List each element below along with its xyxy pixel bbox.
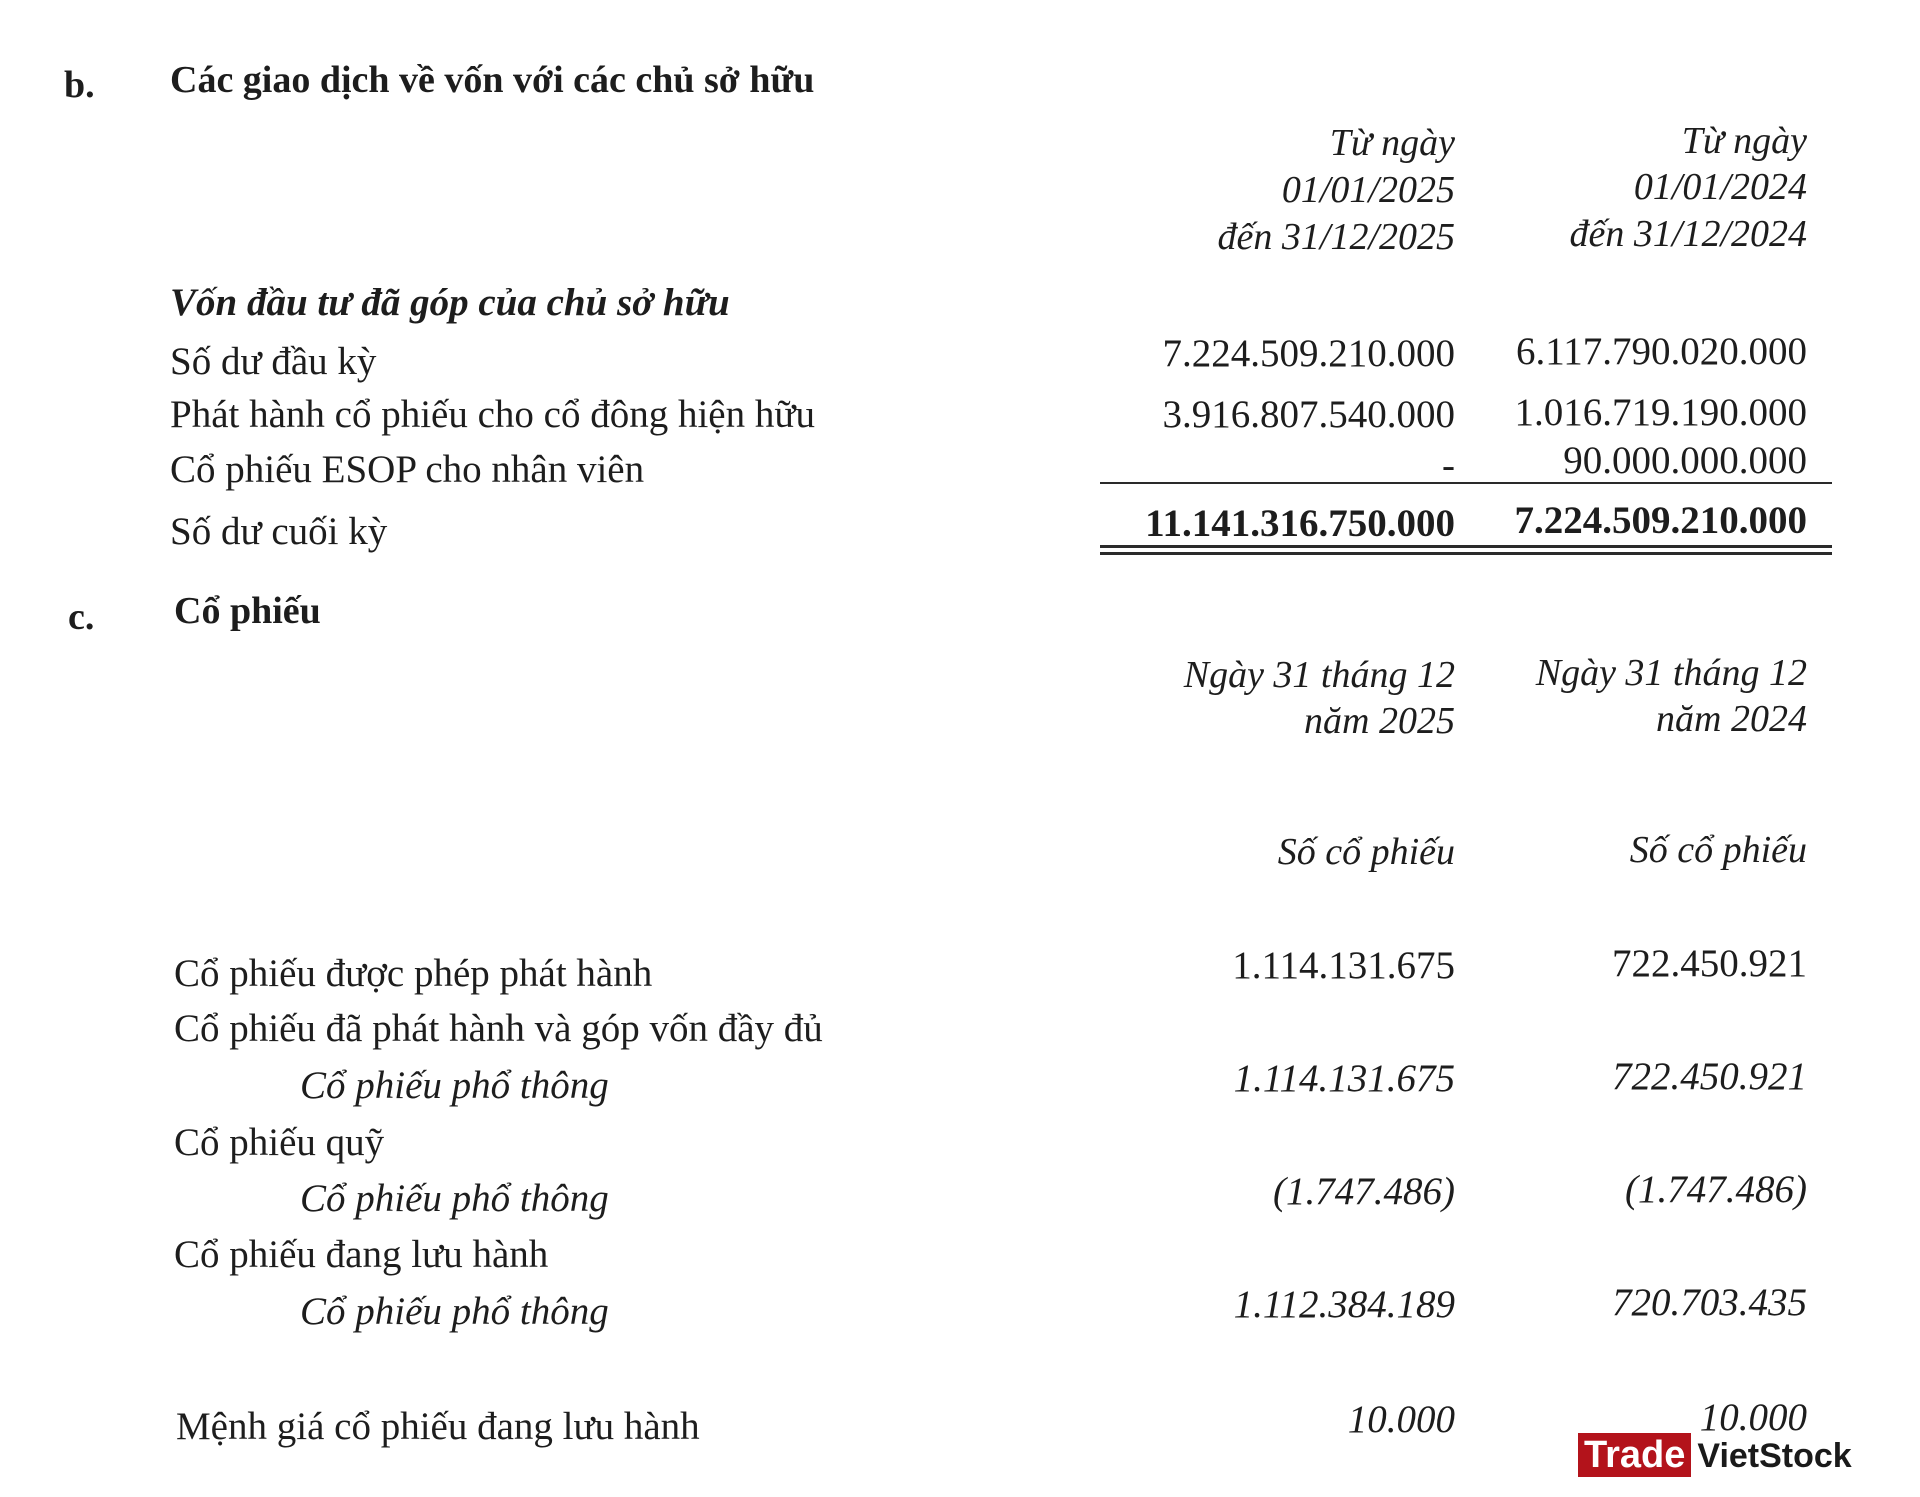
b-col2-header-line2: 01/01/2024 (1633, 166, 1807, 208)
c-row-value-2024: (1.747.486) (1625, 1168, 1807, 1211)
b-row-value-2024: 1.016.719.190.000 (1514, 391, 1807, 434)
c-row-label: Cổ phiếu đã phát hành và góp vốn đầy đủ (174, 1007, 823, 1050)
c-row-value-2024: 722.450.921 (1612, 942, 1807, 985)
b-col1-header-line3: đến 31/12/2025 (1217, 216, 1455, 258)
b-row-value-2025: - (1442, 444, 1455, 487)
c-row-label: Cổ phiếu đang lưu hành (174, 1233, 549, 1276)
b-row-value-2025: 7.224.509.210.000 (1162, 332, 1455, 375)
b-col2-header-line1: Từ ngày (1681, 120, 1807, 162)
c-subrow-label: Cổ phiếu phổ thông (300, 1064, 609, 1107)
section-b-letter: b. (64, 64, 95, 106)
total-double-rule-bottom (1100, 552, 1832, 555)
watermark-trade: Trade (1578, 1433, 1691, 1477)
b-row-label: Cổ phiếu ESOP cho nhân viên (170, 448, 645, 491)
b-subheading: Vốn đầu tư đã góp của chủ sở hữu (170, 281, 730, 324)
subtotal-rule (1100, 482, 1832, 484)
watermark-vietstock: VietStock (1697, 1437, 1852, 1475)
c-subrow-label: Cổ phiếu phổ thông (300, 1177, 609, 1220)
c-row-label: Mệnh giá cổ phiếu đang lưu hành (176, 1405, 700, 1448)
b-row-label: Phát hành cổ phiếu cho cổ đông hiện hữu (170, 393, 816, 436)
c-col2-header-line1: Ngày 31 tháng 12 (1535, 652, 1807, 694)
c-row-value-2024: 722.450.921 (1612, 1055, 1807, 1098)
c-col1-unit-header: Số cổ phiếu (1277, 831, 1455, 873)
c-row-label: Cổ phiếu quỹ (174, 1121, 385, 1164)
c-col2-unit-header: Số cổ phiếu (1629, 829, 1807, 871)
b-col1-header-line1: Từ ngày (1329, 122, 1455, 164)
c-col1-header-line2: năm 2025 (1304, 700, 1455, 742)
c-subrow-label: Cổ phiếu phổ thông (300, 1290, 609, 1333)
tradevietstock-watermark-logo (1578, 1433, 1852, 1477)
b-total-value-2025: 11.141.316.750.000 (1145, 502, 1455, 545)
total-double-rule-top (1100, 545, 1832, 548)
b-col2-header-line3: đến 31/12/2024 (1569, 213, 1807, 255)
c-row-value-2024: 10.000 (1699, 1396, 1807, 1439)
b-row-value-2024: 90.000.000.000 (1563, 439, 1807, 482)
c-row-value-2025: 10.000 (1347, 1398, 1455, 1441)
b-total-value-2024: 7.224.509.210.000 (1514, 499, 1807, 542)
section-b-title: Các giao dịch về vốn với các chủ sở hữu (170, 59, 815, 101)
c-row-value-2024: 720.703.435 (1612, 1281, 1807, 1324)
c-row-value-2025: 1.112.384.189 (1233, 1283, 1455, 1326)
b-total-label: Số dư cuối kỳ (170, 510, 388, 553)
b-col1-header-line2: 01/01/2025 (1281, 169, 1455, 211)
c-row-label: Cổ phiếu được phép phát hành (174, 952, 653, 995)
c-row-value-2025: (1.747.486) (1273, 1170, 1455, 1213)
c-row-value-2025: 1.114.131.675 (1232, 944, 1455, 987)
section-c-letter: c. (68, 596, 95, 638)
b-row-label: Số dư đầu kỳ (170, 340, 377, 383)
c-col2-header-line2: năm 2024 (1656, 698, 1807, 740)
c-col1-header-line1: Ngày 31 tháng 12 (1183, 654, 1455, 696)
b-row-value-2025: 3.916.807.540.000 (1162, 393, 1455, 436)
section-c-title: Cổ phiếu (174, 590, 321, 632)
c-row-value-2025: 1.114.131.675 (1233, 1057, 1455, 1100)
b-row-value-2024: 6.117.790.020.000 (1515, 330, 1807, 373)
